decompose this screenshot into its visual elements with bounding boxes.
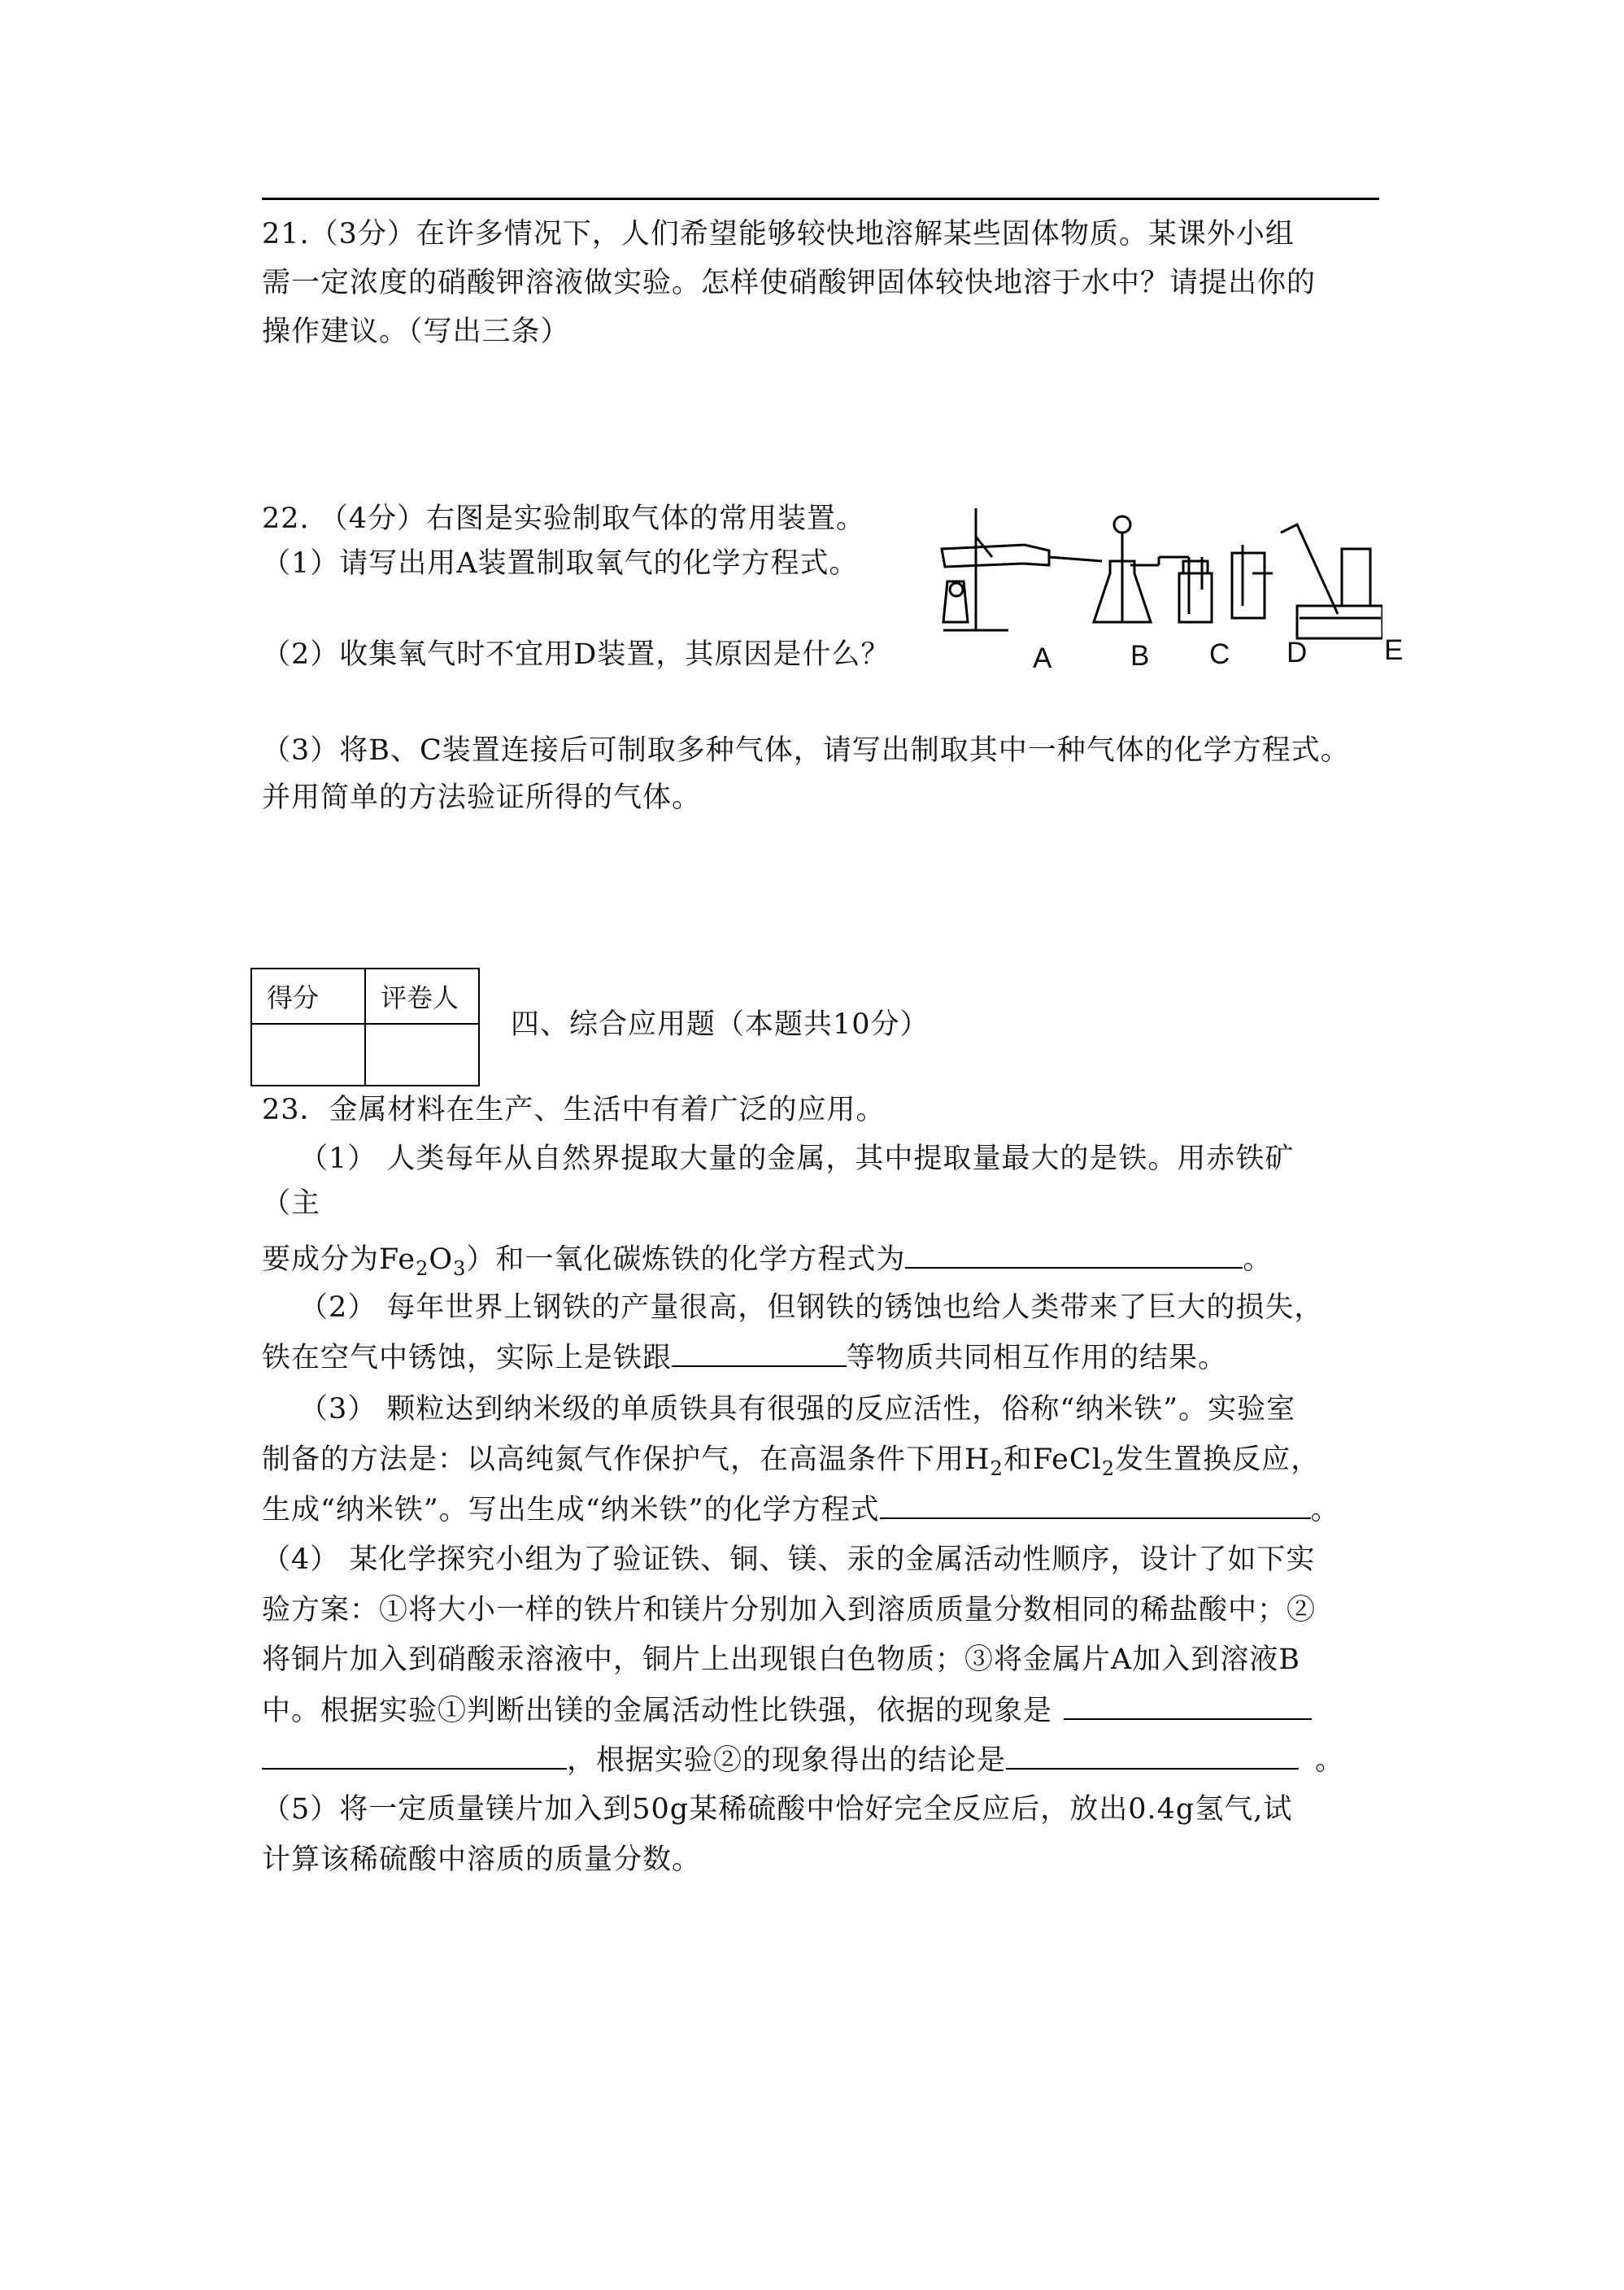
q21-line2: 需一定浓度的硝酸钾溶液做实验。怎样使硝酸钾固体较快地溶于水中？请提出你的 <box>262 267 1317 299</box>
answer-blank-1[interactable] <box>905 1238 1243 1269</box>
grader-header: 评卷人 <box>365 969 479 1024</box>
score-cell <box>251 1024 365 1086</box>
answer-blank-5[interactable] <box>262 1739 567 1770</box>
q22-title: 22. （4分）右图是实验制取气体的常用装置。 <box>262 503 866 535</box>
q23-part4e: ，根据实验②的现象得出的结论是 。 <box>262 1739 1344 1781</box>
q23-part5a: （5）将一定质量镁片加入到50g某稀硫酸中恰好完全反应后，放出0.4g氢气,试 <box>262 1793 1293 1826</box>
q23-part4c: 将铜片加入到硝酸汞溶液中，铜片上出现银白色物质；③将金属片A加入到溶液B <box>262 1643 1300 1676</box>
figure-label-d: D <box>1287 637 1308 668</box>
q23-part2a: （2） 每年世界上钢铁的产量很高，但钢铁的锈蚀也给人类带来了巨大的损失， <box>299 1291 1324 1324</box>
q22-part3b: 并用简单的方法验证所得的气体。 <box>262 781 702 814</box>
answer-blank-2[interactable] <box>672 1336 847 1367</box>
apparatus-d-bottle <box>1232 545 1273 618</box>
apparatus-e-trough <box>1281 525 1382 638</box>
gas-apparatus-figure <box>927 500 1382 679</box>
answer-blank-3[interactable] <box>880 1488 1311 1519</box>
q23-part5b: 计算该稀硫酸中溶质的质量分数。 <box>262 1844 702 1876</box>
answer-blank-6[interactable] <box>1006 1739 1299 1770</box>
q23-part4b: 验方案：①将大小一样的铁片和镁片分别加入到溶质质量分数相同的稀盐酸中；② <box>262 1594 1317 1626</box>
figure-label-c: C <box>1209 638 1231 670</box>
section4-title: 四、综合应用题（本题共10分） <box>511 1008 930 1041</box>
q22-part1: （1）请写出用A装置制取氧气的化学方程式。 <box>262 547 859 580</box>
q22-part2: （2）收集氧气时不宜用D装置，其原因是什么？ <box>262 638 890 671</box>
q23-part4d: 中。根据实验①判断出镁的金属活动性比铁强，依据的现象是 <box>262 1689 1312 1731</box>
header-rule <box>262 198 1379 200</box>
q22-part3a: （3）将B、C装置连接后可制取多种气体，请写出制取其中一种气体的化学方程式。 <box>262 734 1350 767</box>
figure-label-e: E <box>1384 634 1404 666</box>
q23-part1a: （1） 人类每年从自然界提取大量的金属，其中提取量最大的是铁。用赤铁矿 <box>299 1143 1295 1175</box>
score-table <box>250 968 480 1086</box>
q23-part3b: 制备的方法是：以高纯氮气作保护气，在高温条件下用$H_2$和FeCl$_2$发生置换反应， <box>262 1443 1321 1480</box>
score-header: 得分 <box>251 969 365 1024</box>
q23-part2b: 铁在空气中锈蚀，实际上是铁跟 等物质共同相互作用的结果。 <box>262 1336 1227 1378</box>
q23-intro: 23．金属材料在生产、生活中有着广泛的应用。 <box>262 1094 886 1126</box>
q23-part3c: 生成“纳米铁”。写出生成“纳米铁”的化学方程式 。 <box>262 1488 1340 1530</box>
grader-cell <box>365 1024 479 1086</box>
apparatus-c-bottle <box>1159 557 1212 622</box>
q23-part4a: （4） 某化学探究小组为了验证铁、铜、镁、汞的金属活动性顺序，设计了如下实 <box>262 1543 1316 1576</box>
figure-label-b: B <box>1130 640 1151 672</box>
figure-label-a: A <box>1033 642 1053 674</box>
answer-blank-4[interactable] <box>1064 1689 1312 1720</box>
q21-line3: 操作建议。（写出三条） <box>262 316 570 348</box>
q23-part3a: （3） 颗粒达到纳米级的单质铁具有很强的反应活性，俗称“纳米铁”。实验室 <box>299 1393 1296 1426</box>
apparatus-b-flask <box>1094 516 1159 622</box>
q23-part1c: 要成分为$Fe_2O_3$）和一氧化碳炼铁的化学方程式为 。 <box>262 1238 1272 1280</box>
q21-line1: 21.（3分）在许多情况下，人们希望能够较快地溶解某些固体物质。某课外小组 <box>262 218 1295 250</box>
apparatus-a-heating-tube <box>942 508 1102 630</box>
q23-part1b: （主 <box>262 1187 321 1220</box>
